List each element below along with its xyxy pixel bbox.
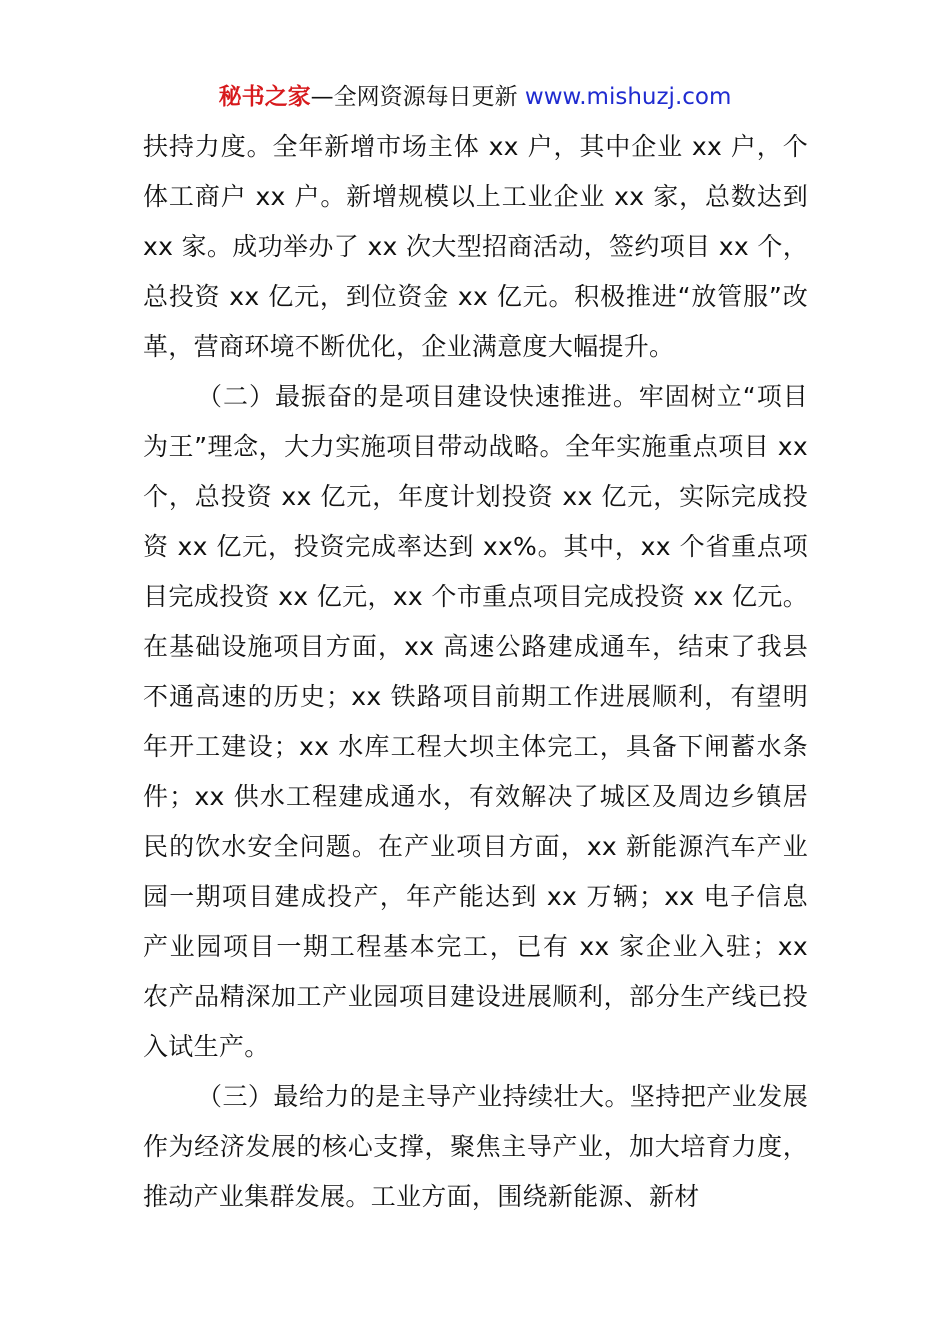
site-brand: 秘书之家 xyxy=(218,84,311,110)
site-tagline: —全网资源每日更新 xyxy=(310,84,525,110)
paragraph-section-2: （二）最振奋的是项目建设快速推进。牢固树立“项目为王”理念，大力实施项目带动战略。全年实施重点项目 xx 个，总投资 xx 亿元，年度计划投资 xx 亿元，实际完成投资 xx 亿元，投资完成率达到 xx%。其中，xx 个省重点项目完成投资 xx 亿元，xx 个市重点项目完成投资 xx 亿元。在基础设施项目方面，xx 高速公路建成通车，结束了我县不通高速的历史；xx 铁路项目前期工作进展顺利，有望明年开工建设；xx 水库工程大坝主体完工，具备下闸蓄水条件；xx 供水工程建成通水，有效解决了城区及周边乡镇居民的饮水安全问题。在产业项目方面，xx 新能源汽车产业园一期项目建成投产，年产能达到 xx 万辆；xx 电子信息产业园项目一期工程基本完工，已有 xx 家企业入驻；xx 农产品精深加工产业园项目建设进展顺利，部分生产线已投入试生产。 xyxy=(143,382,808,1061)
site-url-link[interactable]: www.mishuzj.com xyxy=(524,84,732,110)
site-header xyxy=(0,80,950,114)
paragraph-section-3: （三）最给力的是主导产业持续壮大。坚持把产业发展作为经济发展的核心支撑，聚焦主导产业，加大培育力度，推动产业集群发展。工业方面，围绕新能源、新材 xyxy=(143,1082,808,1211)
document-body xyxy=(143,122,808,1222)
paragraph-continued: 扶持力度。全年新增市场主体 xx 户，其中企业 xx 户，个体工商户 xx 户。新增规模以上工业企业 xx 家，总数达到 xx 家。成功举办了 xx 次大型招商活动，签约项目 xx 个，总投资 xx 亿元，到位资金 xx 亿元。积极推进“放管服”改革，营商环境不断优化，企业满意度大幅提升。 xyxy=(143,132,808,361)
